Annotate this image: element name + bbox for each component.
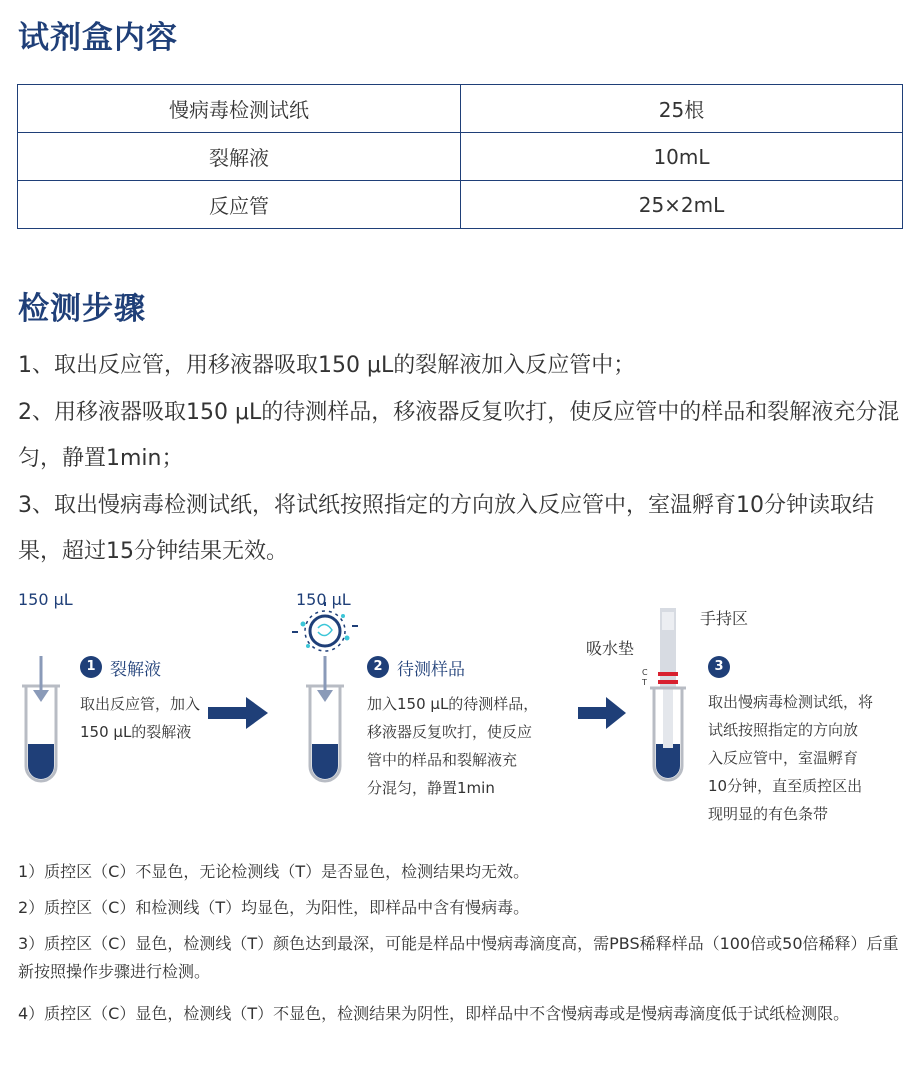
steps-section-title: 检测步骤 bbox=[18, 291, 146, 327]
step-description: 取出慢病毒检测试纸，将 试纸按照指定的方向放 入反应管中，室温孵育 10分钟，直至质控区出 现明显的有色条带 bbox=[708, 693, 874, 823]
kit-item-qty: 25×2mL bbox=[461, 181, 903, 229]
kit-item-name: 慢病毒检测试纸 bbox=[18, 85, 461, 133]
right-arrow-icon bbox=[208, 697, 268, 729]
step-description: 取出反应管，加入 150 μL的裂解液 bbox=[80, 695, 201, 741]
step-number-badge: 1 bbox=[80, 656, 102, 678]
step-text-3: 3、取出慢病毒检测试纸，将试纸按照指定的方向放入反应管中，室温孵育10分钟读取结果，超过15分钟结果无效。 bbox=[18, 493, 874, 564]
virus-icon bbox=[292, 602, 358, 651]
test-line-mark: T bbox=[642, 678, 647, 687]
step-title: 裂解液 bbox=[110, 660, 161, 680]
step-text-2: 2、用移液器吸取150 μL的待测样品，移液器反复吹打，使反应管中的样品和裂解液充分混匀，静置1min； bbox=[18, 400, 900, 471]
right-arrow-icon bbox=[578, 697, 626, 729]
absorbent-pad-label: 吸水垫 bbox=[586, 639, 635, 658]
step-description: 加入150 μL的待测样品， 移液器反复吹打，使反应 管中的样品和裂解液充 分混匀，静置1min bbox=[367, 695, 539, 797]
kit-section-title: 试剂盒内容 bbox=[18, 20, 178, 56]
table-row bbox=[18, 133, 903, 181]
kit-contents-table bbox=[17, 84, 903, 229]
step-text-1: 1、取出反应管，用移液器吸取150 μL的裂解液加入反应管中； bbox=[18, 353, 636, 378]
kit-item-qty: 10mL bbox=[461, 133, 903, 181]
result-note-1: 1）质控区（C）不显色，无论检测线（T）是否显色，检测结果均无效。 bbox=[18, 862, 530, 881]
step-number-badge: 3 bbox=[708, 656, 730, 678]
handle-area-label: 手持区 bbox=[700, 609, 749, 628]
volume-label: 150 μL bbox=[296, 590, 351, 609]
kit-item-qty: 25根 bbox=[461, 85, 903, 133]
step-number-badge: 2 bbox=[367, 656, 389, 678]
down-arrow-icon bbox=[317, 656, 333, 702]
kit-item-name: 反应管 bbox=[18, 181, 461, 229]
down-arrow-icon bbox=[33, 656, 49, 702]
result-note-3: 3）质控区（C）显色，检测线（T）颜色达到最深，可能是样品中慢病毒滴度高，需PBS稀释样品（100倍或50倍稀释）后重新按照操作步骤进行检测。 bbox=[18, 934, 899, 981]
procedure-figure bbox=[0, 580, 920, 840]
step-title: 待测样品 bbox=[397, 660, 465, 680]
kit-item-name: 裂解液 bbox=[18, 133, 461, 181]
result-note-4: 4）质控区（C）显色，检测线（T）不显色，检测结果为阴性，即样品中不含慢病毒或是慢病毒滴度低于试纸检测限。 bbox=[18, 1004, 850, 1023]
control-line-mark: C bbox=[642, 668, 648, 677]
test-strip-icon bbox=[650, 608, 686, 780]
table-row bbox=[18, 85, 903, 133]
table-row bbox=[18, 181, 903, 229]
volume-label: 150 μL bbox=[18, 590, 73, 609]
result-note-2: 2）质控区（C）和检测线（T）均显色，为阳性，即样品中含有慢病毒。 bbox=[18, 898, 530, 917]
